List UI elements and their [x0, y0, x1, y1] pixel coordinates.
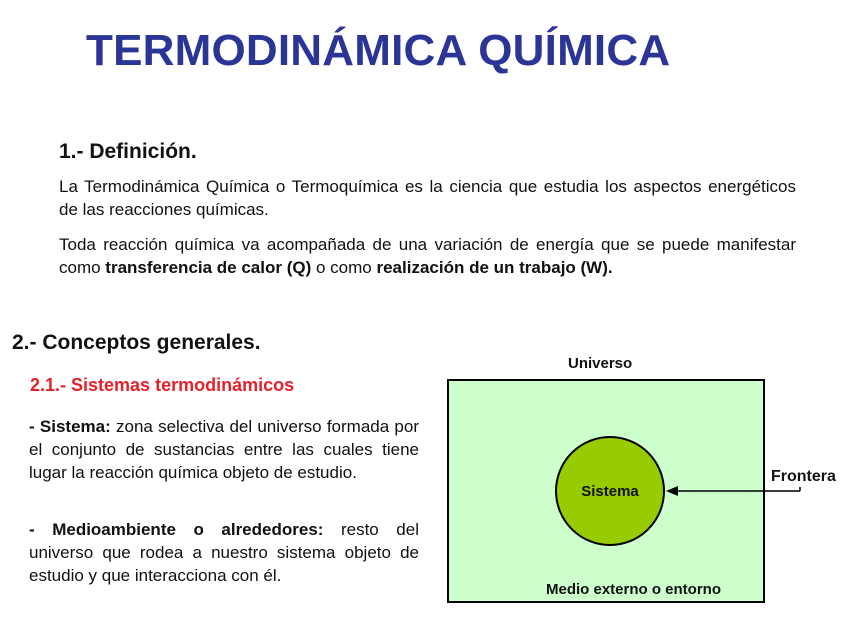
universe-label: Universo — [568, 355, 633, 372]
medio-term: - Medioambiente o alrededores: — [29, 520, 324, 539]
surroundings-label: Medio externo o entorno — [546, 581, 722, 598]
definition-paragraph: La Termodinámica Química o Termoquímica es la ciencia que estudia los aspectos energéticos de las reacciones químicas. — [59, 177, 796, 219]
subsection-heading-sistemas: 2.1.- Sistemas termodinámicos — [30, 375, 295, 395]
system-label: Sistema — [581, 482, 639, 500]
sistema-text: zona selectiva del universo formada por el conjunto de sustancias entre las cuales tiene lugar la reacción química objeto de estudio. — [29, 417, 419, 482]
medio-text: resto del universo que rodea a nuestro sistema objeto de estudio y que interacciona con él. — [29, 520, 419, 585]
energy-paragraph-connector: o como — [311, 258, 377, 277]
boundary-label: Frontera — [771, 468, 836, 485]
work-term: realización de un trabajo (W). — [376, 258, 613, 277]
energy-paragraph-text: Toda reacción química va acompañada de una variación de energía que se puede manifestar como — [59, 235, 796, 277]
slide-title: TERMODINÁMICA QUÍMICA — [86, 26, 671, 75]
sistema-term: - Sistema: — [29, 417, 111, 436]
section-heading-definicion: 1.- Definición. — [59, 140, 197, 163]
heat-transfer-term: transferencia de calor (Q) — [105, 258, 312, 277]
section-heading-conceptos: 2.- Conceptos generales. — [12, 331, 261, 354]
